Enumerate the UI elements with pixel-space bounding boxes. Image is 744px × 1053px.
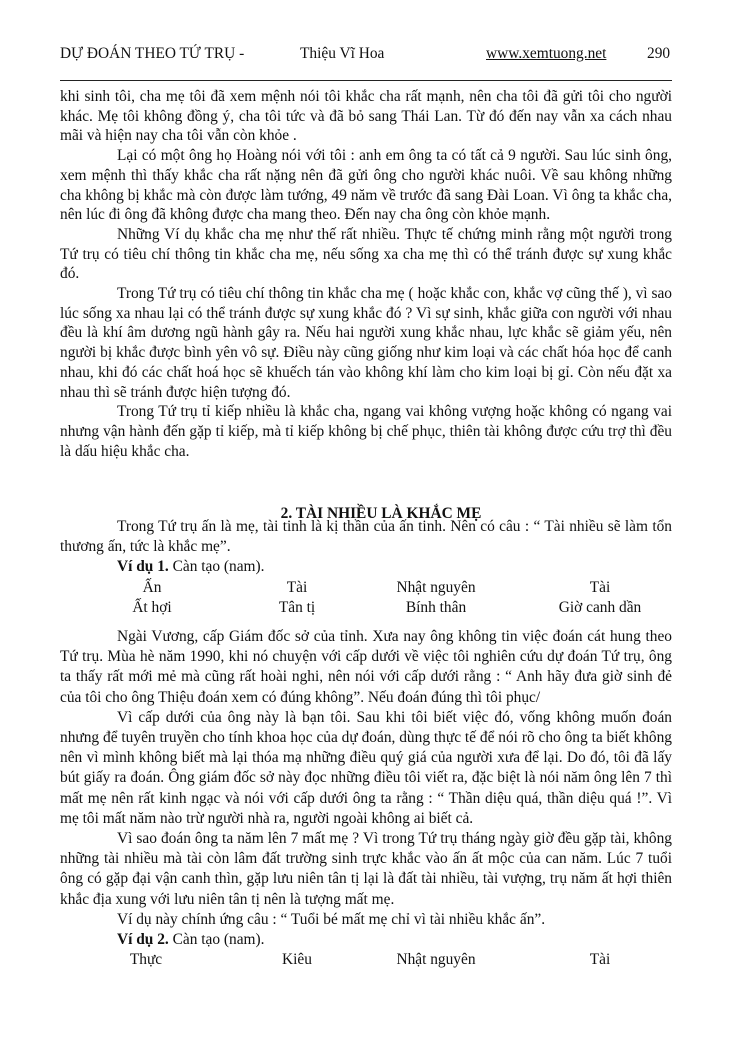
paragraph: Những Ví dụ khắc cha mẹ như thế rất nhiều. Thực tế chứng minh rằng một người trong Tứ trụ có tiêu chí thông tin khắc cha mẹ, nếu sống xa cha mẹ thì có thể tránh được sự xung khắc đó. <box>60 225 672 283</box>
pillar-cell: Nhật nguyên <box>396 578 476 596</box>
paragraph: Ngài Vương, cấp Giám đốc sở của tỉnh. Xưa nay ông không tin việc đoán cát hung theo Tứ trụ. Mùa hè năm 1990, khi nó chuyện với cấp dưới về việc tôi nghiên cứu dự đoán Tứ trụ, ông ta thấy rất mới mẻ mà cũng rất hoài nghi, nên nói với cấp dưới rằng : “ Anh hãy đưa giờ sinh đẻ của tôi cho ông Thiệu đoán xem có đúng không”. Nếu đoán đúng thì tôi phục/ <box>60 628 672 706</box>
example-1-label <box>60 557 672 577</box>
pillar-row <box>60 950 672 970</box>
pillar-cell: Tân tị <box>278 598 316 616</box>
paragraph: Ví dụ này chính ứng câu : “ Tuổi bé mất mẹ chỉ vì tài nhiều khắc ấn”. <box>117 910 546 928</box>
example-label: Ví dụ 1. <box>117 558 169 576</box>
header-author: Thiệu Vĩ Hoa <box>300 45 385 62</box>
paragraph: Trong Tứ trụ ấn là mẹ, tài tinh là kị thần của ấn tinh. Nên có câu : “ Tài nhiều sẽ làm tổn thương ấn, tức là khắc mẹ”. <box>60 518 672 556</box>
paragraph: Lại có một ông họ Hoàng nói với tôi : anh em ông ta có tất cả 9 người. Sau lúc sinh ông, xem mệnh thì thấy khắc cha rất nặng nên đã gửi ông cho người khác nuôi. Về sau không những cha không bị khắc mà còn được làm tướng, 49 năm về trước đã sang Đài Loan. Vì ông ta khắc cha, nên lúc đi ông đã không được cha mang theo. Đến nay cha ông còn khỏe mạnh. <box>60 147 672 224</box>
pillar-row <box>60 578 672 598</box>
section-c <box>60 627 672 970</box>
pillar-cell: Giờ canh dần <box>558 598 642 616</box>
example-text: Càn tạo (nam). <box>168 558 265 576</box>
example-text: Càn tạo (nam). <box>168 931 265 949</box>
section-a <box>60 87 672 461</box>
pillar-cell: Ấn <box>142 578 162 596</box>
header-divider <box>60 80 672 81</box>
pillar-cell: Thực <box>129 951 163 969</box>
pillar-cell: Kiêu <box>282 951 312 969</box>
section-b <box>60 517 672 618</box>
pillar-cell: Tài <box>589 951 611 969</box>
paragraph: khi sinh tôi, cha mẹ tôi đã xem mệnh nói tôi khắc cha rất mạnh, nên cha tôi đã gửi tôi cho người khác. Mẹ tôi không đồng ý, cha tôi tức và đã bỏ sang Thái Lan. Từ đó đến nay vẫn xa cách nhau mãi và hiện nay cha tôi vẫn còn khỏe . <box>60 88 672 145</box>
header-page-number: 290 <box>647 45 671 62</box>
paragraph: Trong Tứ trụ tỉ kiếp nhiều là khắc cha, ngang vai không vượng hoặc không có ngang vai nhưng vận hành đến gặp tỉ kiếp, mà tỉ kiếp không bị chế phục, thiên tài không được cứu trợ thì đều là dấu hiệu khắc cha. <box>60 403 672 460</box>
section-heading: 2. TÀI NHIỀU LÀ KHẮC MẸ <box>280 505 482 522</box>
example-2-label <box>60 930 672 950</box>
paragraph: Vì cấp dưới của ông này là bạn tôi. Sau khi tôi biết việc đó, vống không muốn đoán nhưng để tuyên truyền cho tính khoa học của dự đoán, dùng thực tế để nói rõ cho ông ta biết không nên vì mình không biết mà lại thóa mạ những điều quý giá của người xưa để lại. Do đó, tôi đã lấy bút giấy ra đoán. Ông giám đốc sở này đọc những điều tôi viết ra, đặc biệt là nói năm ông lên 7 thì mất mẹ nên rất kinh ngạc và nói với cấp dưới ông ta rằng : “ Thần diệu quá, thần diệu quá !”. Vì mẹ tôi mất năm nào trừ người nhà ra, người ngoài không ai biết cả. <box>60 708 672 827</box>
pillar-cell: Bính thân <box>405 598 467 616</box>
paragraph: Trong Tứ trụ có tiêu chí thông tin khắc cha mẹ ( hoặc khắc con, khắc vợ cũng thế ), vì sao lúc sống xa nhau lại có thể tránh được sự xung khắc đó ? Vì sự sinh, khắc giữa con người với nhau đều là khí âm dương ngũ hành gây ra. Nếu hai người xung khắc nhau, lực khắc sẽ giảm yếu, nên người bị khắc được bình yên vô sự. Điều này cũng giống như kim loại và các chất hóa học để canh nhau, khi đó các chất hoá học sẽ khuếch tán vào không khí làm cho kim loại bị gỉ. Còn nếu đặt xa nhau thì sẽ tránh được hiện tượng đó. <box>60 285 672 401</box>
pillar-cell: Tài <box>589 578 611 596</box>
header-book-title: DỰ ĐOÁN THEO TỨ TRỤ - <box>60 45 245 62</box>
example-label: Ví dụ 2. <box>117 931 169 949</box>
paragraph: Vì sao đoán ông ta năm lên 7 mất mẹ ? Vì trong Tứ trụ tháng ngày giờ đều gặp tài, không những tài nhiều mà tài còn lâm đất trường sinh trực khắc vào ấn ất mộc của can năm. Lúc 7 tuổi ông có gặp đại vận canh thìn, gặp lưu niên tân tị lại là đất tài nhiều, tài vượng, trụ năm ất hợi thiên khắc địa xung với lưu niên tân tị nên là tượng mất mẹ. <box>60 830 672 908</box>
pillar-cell: Tài <box>286 578 308 596</box>
header-website-link[interactable]: www.xemtuong.net <box>486 45 607 62</box>
pillar-cell: Nhật nguyên <box>396 951 476 969</box>
pillar-row <box>60 598 672 618</box>
pillar-cell: Ất hợi <box>132 598 172 616</box>
